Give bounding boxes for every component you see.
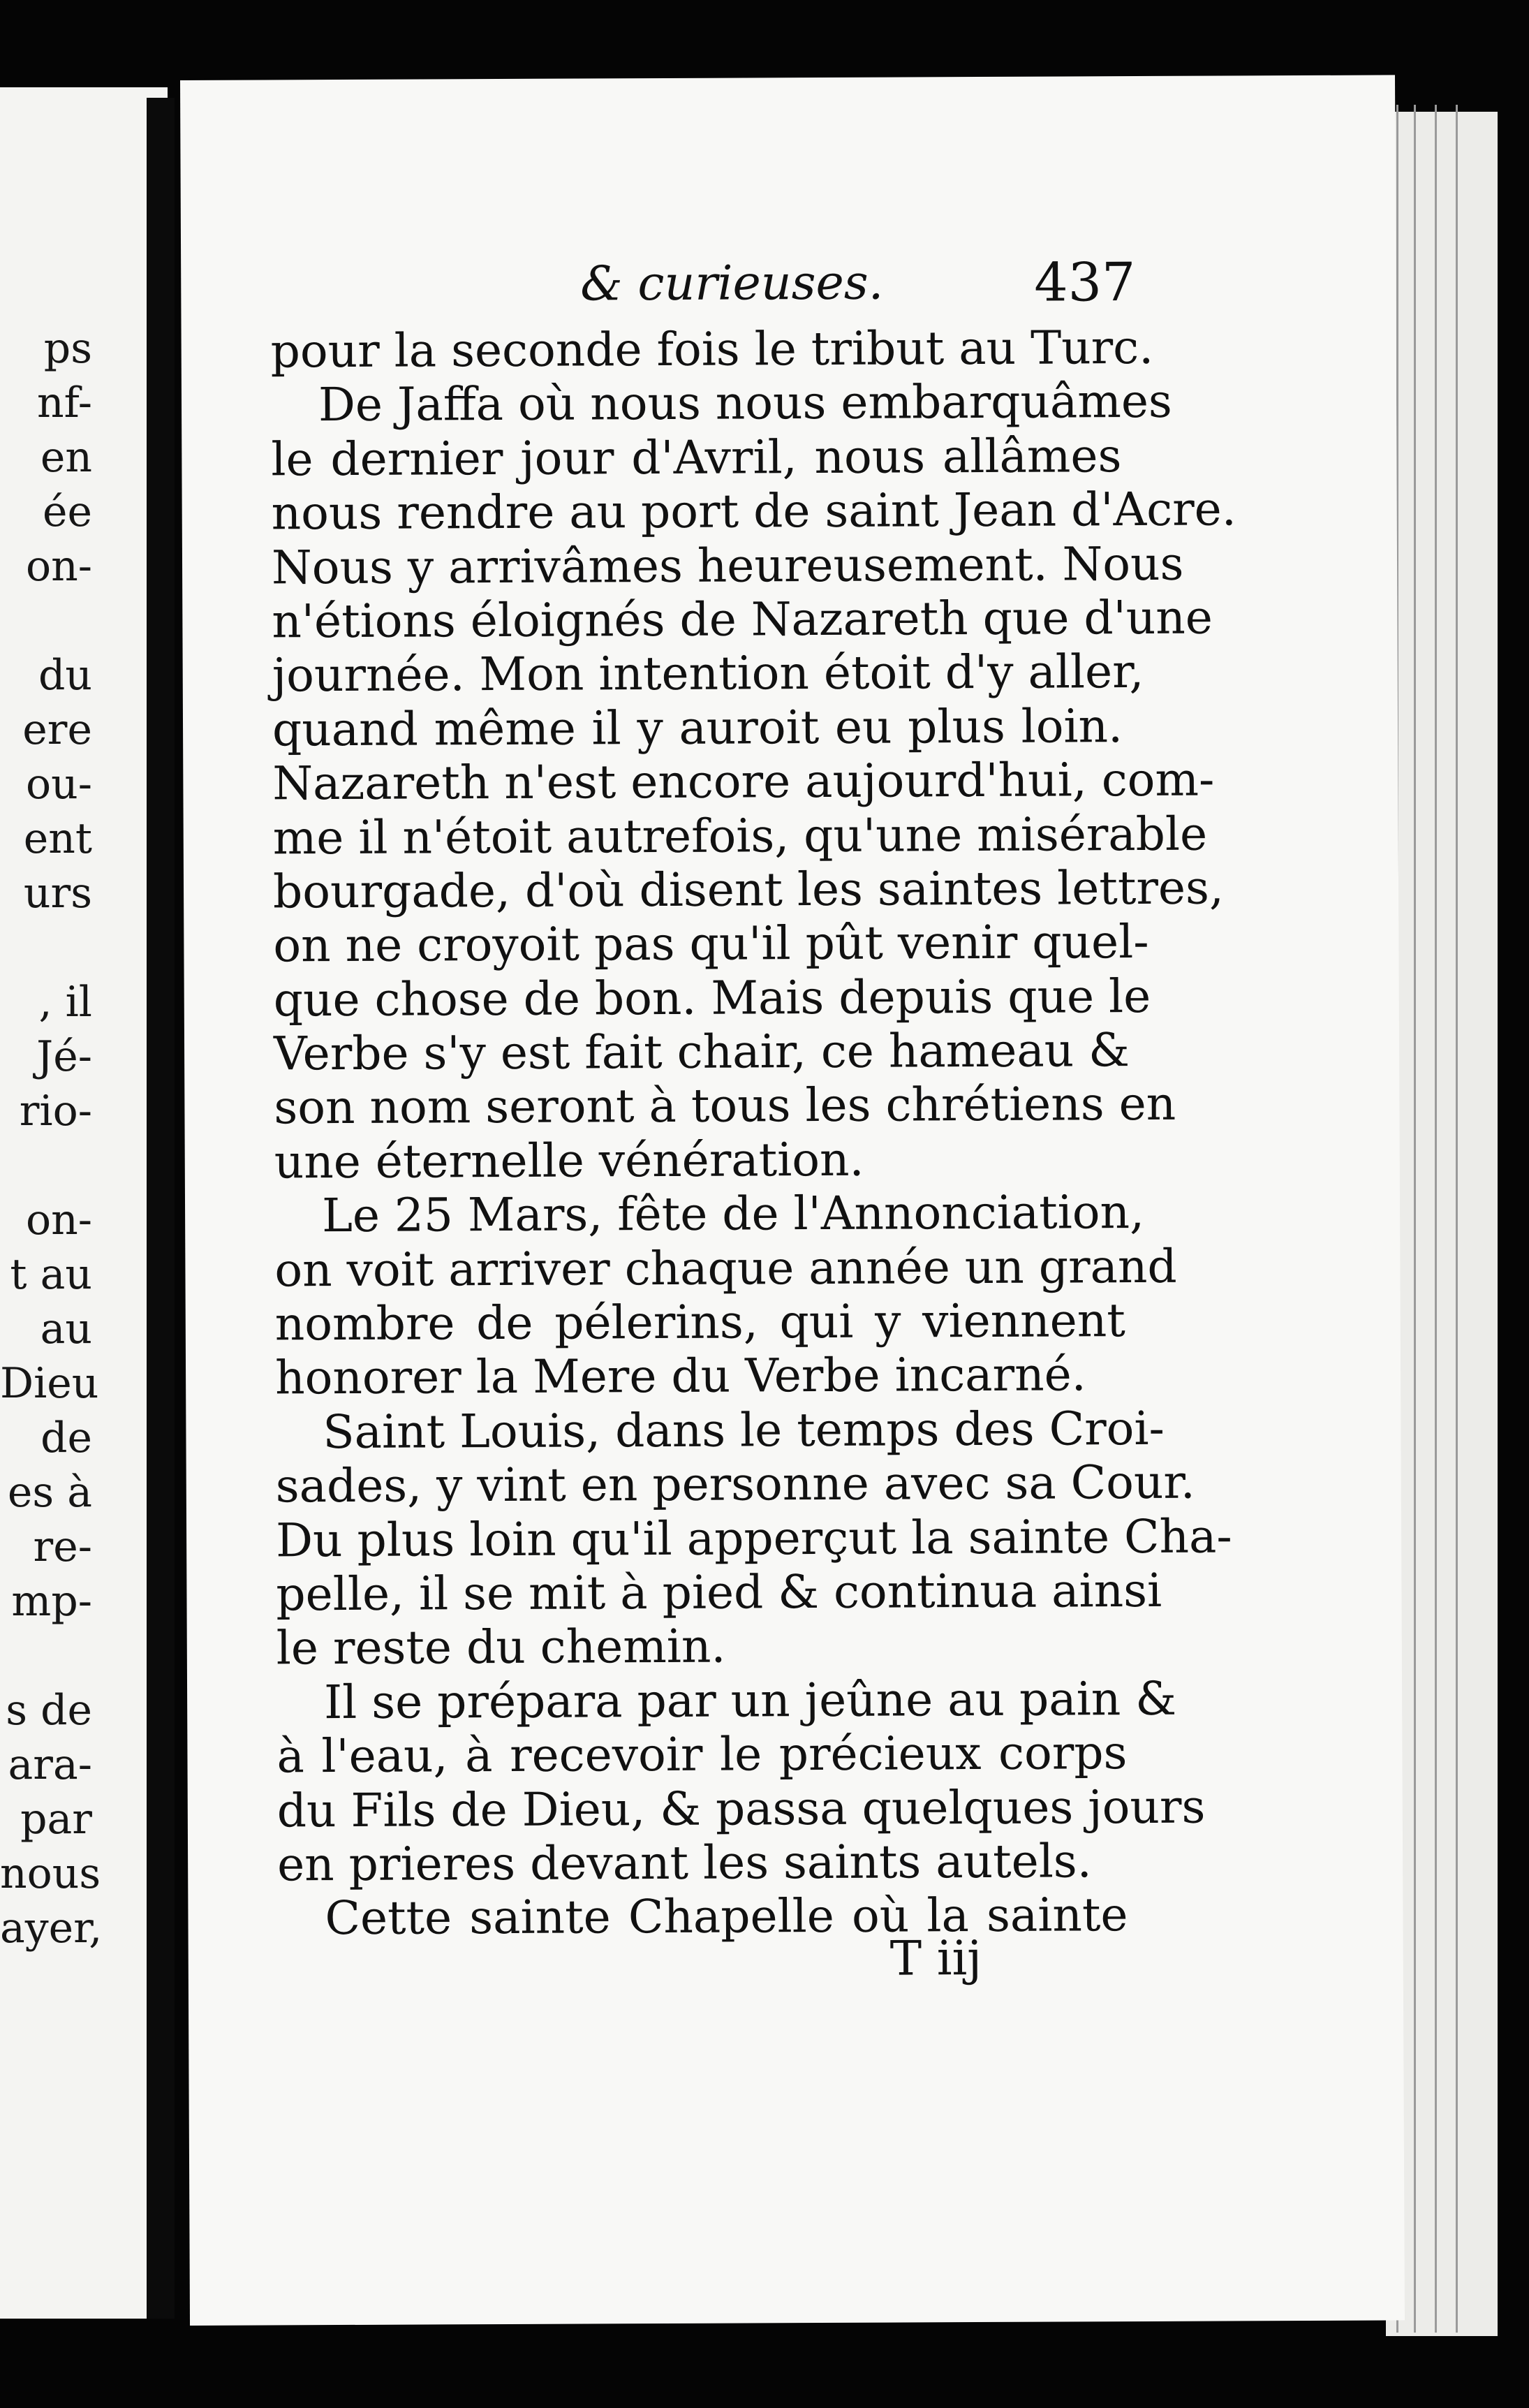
- text-line: honorer la Mere du Verbe incarné.: [274, 1347, 1086, 1405]
- left-page-fragment: au: [40, 1305, 92, 1353]
- text-line: Nazareth n'est encore aujourd'hui, com-: [272, 752, 1215, 811]
- text-line: Le 25 Mars, fête de l'Annonciation,: [321, 1185, 1145, 1243]
- left-page-fragment: du: [38, 651, 92, 700]
- text-line: sades, y vint en personne avec sa Cour.: [275, 1455, 1195, 1513]
- left-page-fragment: ayer,: [0, 1904, 103, 1953]
- text-line: Nous y arrivâmes heureusement. Nous: [271, 536, 1184, 594]
- left-page-fragment: , il: [38, 978, 92, 1027]
- left-page-fragment: ps: [43, 324, 92, 373]
- text-line: en prieres devant les saints autels.: [276, 1834, 1092, 1892]
- text-line: Cette sainte Chapelle où la sainte: [325, 1888, 1128, 1946]
- text-line: nombre de pélerins, qui y viennent: [274, 1293, 1125, 1351]
- left-page-fragment: ée: [42, 487, 92, 536]
- text-line: me il n'étoit autrefois, qu'une misérable: [272, 807, 1208, 865]
- text-line: bourgade, d'où disent les saintes lettres,: [272, 860, 1224, 919]
- text-line: pour la seconde fois le tribut au Turc.: [270, 320, 1154, 379]
- text-line: son nom seront à tous les chrétiens en: [274, 1077, 1176, 1135]
- text-line: journée. Mon intention étoit d'y aller,: [272, 645, 1144, 703]
- text-line: le dernier jour d'Avril, nous allâmes: [271, 428, 1122, 487]
- book-gutter: [147, 98, 175, 2319]
- text-line: le reste du chemin.: [276, 1619, 726, 1675]
- left-page-fragment: par: [20, 1795, 92, 1844]
- page-number: 437: [1034, 251, 1136, 314]
- text-line: du Fils de Dieu, & passa quelques jours: [276, 1779, 1206, 1837]
- text-line: nous rendre au port de saint Jean d'Acre.: [271, 482, 1236, 541]
- left-page-fragment: [0, 920, 92, 975]
- page-edge-line: [1414, 105, 1416, 2333]
- left-page-fragment: re-: [33, 1522, 92, 1571]
- text-line: Il se prépara par un jeûne au pain &: [323, 1671, 1177, 1729]
- page-edge-line: [1456, 105, 1458, 2333]
- left-page-fragment: Dieu: [0, 1359, 99, 1408]
- text-line: Verbe s'y est fait chair, ce hameau &: [273, 1023, 1130, 1081]
- left-page-fragment: en: [40, 433, 92, 482]
- left-page-text: [0, 321, 103, 1955]
- text-line: De Jaffa où nous nous embarquâmes: [318, 374, 1172, 432]
- text-line: on ne croyoit pas qu'il pût venir quel-: [273, 915, 1149, 973]
- body-text: [270, 320, 1236, 1946]
- left-page-fragment: urs: [23, 869, 92, 918]
- text-line: pelle, il se mit à pied & continua ainsi: [276, 1563, 1162, 1622]
- running-head: & curieuses.: [580, 255, 884, 312]
- left-page-fragment: on-: [25, 1196, 92, 1245]
- left-page-fragment: nf-: [37, 379, 92, 427]
- left-page-fragment: ara-: [8, 1740, 92, 1789]
- left-page-fragment: t au: [10, 1250, 92, 1299]
- page-edge-line: [1435, 105, 1437, 2333]
- right-page: [180, 75, 1405, 2326]
- left-page-fragment: [0, 1138, 92, 1193]
- signature-mark: T iij: [889, 1931, 982, 1987]
- text-line: à l'eau, à recevoir le précieux corps: [276, 1726, 1128, 1784]
- left-page-fragment: ent: [23, 814, 92, 863]
- text-line: n'étions éloignés de Nazareth que d'une: [272, 590, 1213, 649]
- left-page-fragment: [0, 594, 92, 648]
- text-line: quand même il y auroit eu plus loin.: [272, 698, 1123, 757]
- left-page-fragment: mp-: [11, 1577, 92, 1626]
- text-line: Saint Louis, dans le temps des Croi-: [323, 1401, 1165, 1459]
- left-page-fragment: es à: [7, 1468, 92, 1517]
- text-line: Du plus loin qu'il apperçut la sainte Cha-: [275, 1509, 1232, 1568]
- left-page-fragment: [0, 1629, 92, 1683]
- left-page-fragment: Jé-: [36, 1032, 92, 1081]
- text-line: une éternelle vénération.: [274, 1132, 864, 1189]
- left-page-fragment: de: [40, 1414, 92, 1462]
- text-line: que chose de bon. Mais depuis que le: [273, 969, 1151, 1027]
- left-page-fragment: rio-: [19, 1087, 92, 1136]
- text-line: on voit arriver chaque année un grand: [274, 1239, 1177, 1298]
- left-page-fragment: nous: [0, 1849, 101, 1898]
- left-page-fragment: ere: [22, 705, 92, 754]
- left-page-fragment: ou-: [25, 760, 92, 809]
- left-page-fragment: s de: [6, 1686, 92, 1735]
- left-page-fragment: on-: [25, 542, 92, 591]
